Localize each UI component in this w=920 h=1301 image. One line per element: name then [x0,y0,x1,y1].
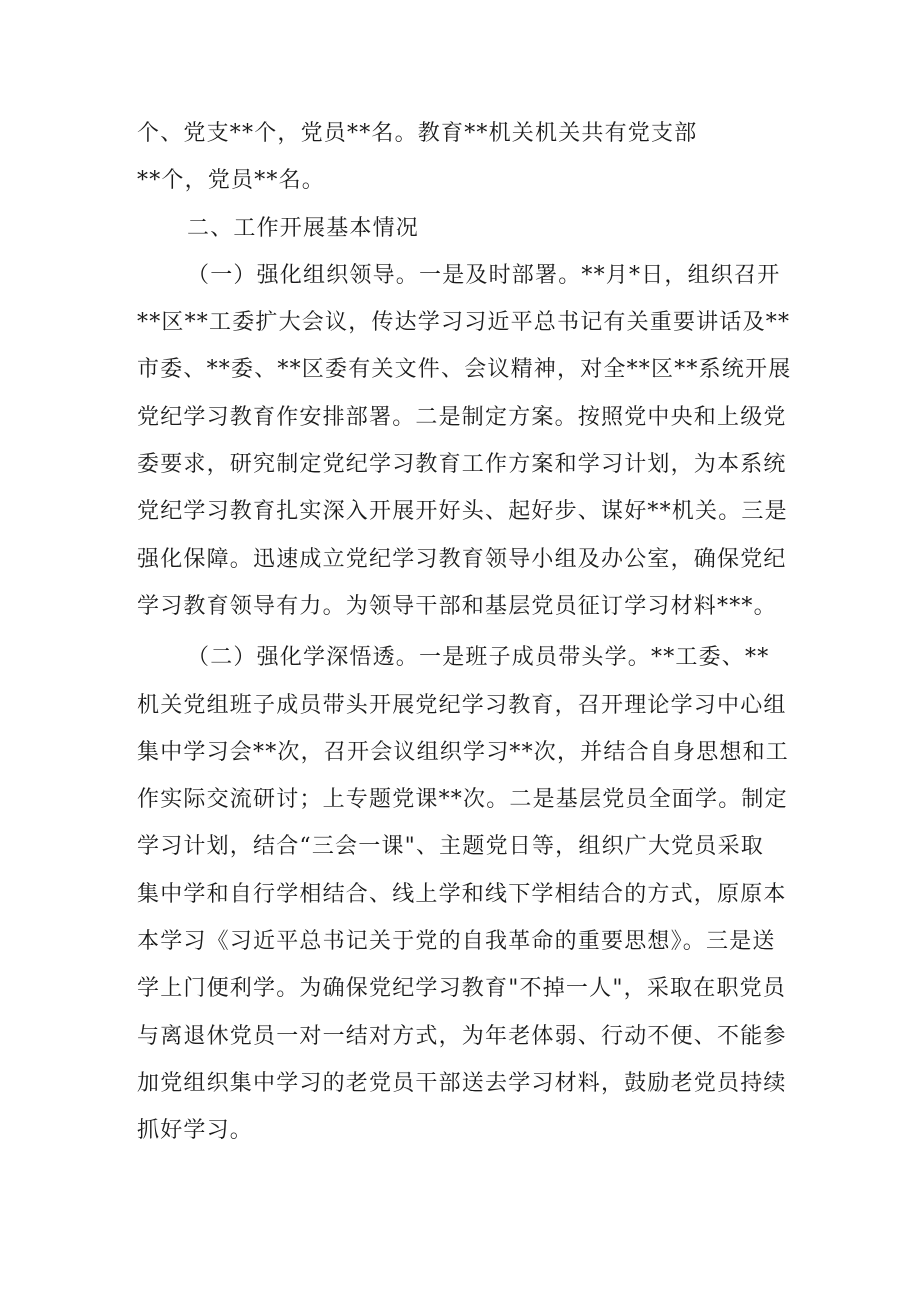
text-line: 机关党组班子成员带头开展党纪学习教育，召开理论学习中心组 [137,692,787,718]
text-line: 集中学和自行学相结合、线上学和线下学相结合的方式，原原本 [137,881,787,907]
intro-paragraph [137,110,787,205]
text-line: 市委、**委、**区委有关文件、会议精神，对全**区**系统开展 [137,357,792,383]
paragraph-organization-leadership [137,252,792,630]
text-line: （二）强化学深悟透。一是班子成员带头学。**工委、** [187,645,770,671]
section-heading-text: 二、工作开展基本情况 [187,215,420,241]
text-line: **个，党员**名。 [137,168,326,194]
text-line: 抓好学习。 [137,1118,254,1144]
text-line: 委要求，研究制定党纪学习教育工作方案和学习计划，为本系统 [137,452,787,478]
text-line: 党纪学习教育扎实深入开展开好头、起好步、谋好**机关。三是 [137,499,788,525]
text-line: 与离退休党员一对一结对方式，为年老体弱、行动不便、不能参 [137,1023,787,1049]
text-line: **区**工委扩大会议，传达学习习近平总书记有关重要讲话及** [137,310,791,336]
text-line: 党纪学习教育作安排部署。二是制定方案。按照党中央和上级党 [137,404,787,430]
text-line: （一）强化组织领导。一是及时部署。**月*日，组织召开 [187,262,781,288]
text-line: 本学习《习近平总书记关于党的自我革命的重要思想》。三是送 [137,929,776,955]
text-line: 个、党支**个，党员**名。教育**机关机关共有党支部 [137,121,698,146]
text-line: 学习计划，结合“三会一课"、主题党日等，组织广大党员采取 [137,834,764,860]
paragraph-deep-learning [137,634,790,1154]
document-body [137,110,792,1155]
text-line: 作实际交流研讨；上专题党课**次。二是基层党员全面学。制定 [137,787,788,813]
text-line: 学上门便利学。为确保党纪学习教育"不掉一人"，采取在职党员 [137,976,787,1002]
text-line: 加党组织集中学习的老党员干部送去学习材料，鼓励老党员持续 [137,1070,787,1096]
text-line: 集中学习会**次，召开会议组织学习**次，并结合自身思想和工 [137,739,790,765]
text-line: 强化保障。迅速成立党纪学习教育领导小组及办公室，确保党纪 [137,546,787,572]
section-heading [137,205,787,252]
text-line: 学习教育领导有力。为领导干部和基层党员征订学习材料***。 [137,593,777,619]
